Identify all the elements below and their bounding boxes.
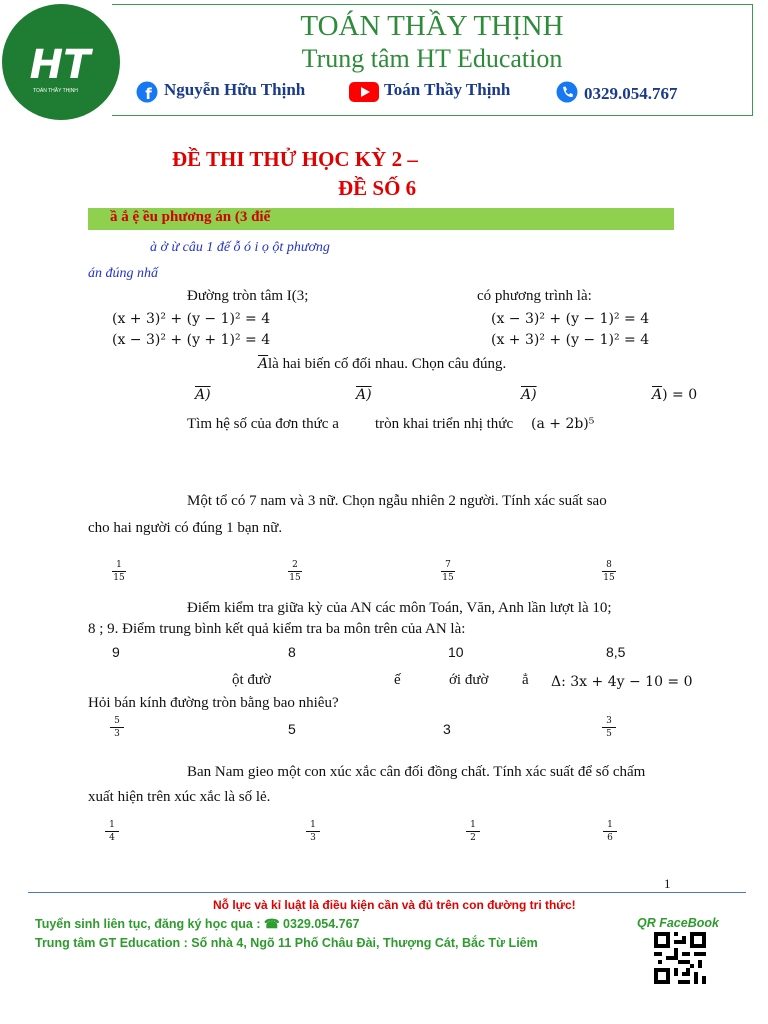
q6-option-d[interactable]: 3 5 <box>602 716 616 740</box>
q3-stem-b: tròn khai triển nhị thức <box>375 416 514 432</box>
section-header-text: ầ ắ ệ ều phương án (3 điể <box>110 209 271 225</box>
phone-icon <box>556 81 578 103</box>
page-number: 1 <box>664 876 671 891</box>
q6-line2: Hỏi bán kính đường tròn bằng bao nhiêu? <box>88 695 339 711</box>
qr-label: QR FaceBook <box>637 916 719 930</box>
q7-option-b[interactable]: 1 3 <box>306 820 320 844</box>
q5-line1: Điểm kiểm tra giữa kỳ của AN các môn Toán, Văn, Anh lần lượt là 10; <box>187 600 612 616</box>
q1-stem-b: có phương trình là: <box>477 288 592 304</box>
q5-option-d[interactable]: 8,5 <box>606 644 626 660</box>
q5-line2: 8 ; 9. Điểm trung bình kết quả kiểm tra ba môn trên của AN là: <box>88 621 466 637</box>
instruction-line2: án đúng nhấ <box>88 266 158 281</box>
q2-stem: là hai biến cố đối nhau. Chọn câu đúng. <box>268 356 507 372</box>
q2-option-a[interactable]: A) <box>195 387 211 403</box>
q6-option-b[interactable]: 5 <box>288 721 296 737</box>
q7-option-a[interactable]: 1 4 <box>105 820 119 844</box>
q6-option-a[interactable]: 5 3 <box>110 716 124 740</box>
youtube-name-link[interactable]: Toán Thầy Thịnh <box>384 80 511 99</box>
facebook-name-link[interactable]: Nguyễn Hữu Thịnh <box>164 80 306 99</box>
q6-fragment-1: ột đườ <box>232 672 271 688</box>
q1-option-c[interactable]: (x − 3)² + (y + 1)² = 4 <box>112 332 271 348</box>
qr-code-icon[interactable] <box>654 932 706 984</box>
q2-option-b[interactable]: A) <box>356 387 372 403</box>
q6-fragment-4: ẳ <box>522 672 529 688</box>
q4-option-a[interactable]: 1 15 <box>113 560 125 583</box>
q7-option-d[interactable]: 1 6 <box>603 820 617 844</box>
q2-option-d[interactable]: $\overline{A}) = 0$ <box>652 387 698 403</box>
telephone-icon: ☎ <box>263 917 280 931</box>
q3-stem-a: Tìm hệ số của đơn thức a <box>187 416 339 432</box>
q6-fragment-2: ế <box>394 672 401 688</box>
footer-phone[interactable]: 0329.054.767 <box>283 917 360 931</box>
footer-divider <box>28 892 746 893</box>
ht-logo-icon <box>2 4 120 120</box>
q4-option-c[interactable]: 7 15 <box>442 560 454 583</box>
q1-option-b[interactable]: (x − 3)² + (y − 1)² = 4 <box>491 311 650 327</box>
q4-option-d[interactable]: 8 15 <box>603 560 615 583</box>
q6-line-equation: Δ: 3x + 4y − 10 = 0 <box>551 674 693 690</box>
q2-option-c[interactable]: A) <box>521 387 537 403</box>
exam-title-line1: ĐỀ THI THỬ HỌC KỲ 2 – <box>172 147 418 171</box>
q4-line1: Một tổ có 7 nam và 3 nữ. Chọn ngẫu nhiên 2 người. Tính xác suất sao <box>187 493 607 509</box>
q7-line1: Ban Nam gieo một con xúc xắc cân đối đồng chất. Tính xác suất để số chấm <box>187 764 646 780</box>
q4-option-b[interactable]: 2 15 <box>289 560 301 583</box>
brand-logo <box>2 4 120 120</box>
q5-option-a[interactable]: 9 <box>112 644 120 660</box>
brand-subtitle: Trung tâm HT Education <box>301 44 563 73</box>
logo-subtext: TOÁN THẦY THỊNH <box>33 88 78 94</box>
q6-option-c[interactable]: 3 <box>443 721 451 737</box>
q2-stem-math: $\overline{A}$ <box>258 356 269 372</box>
q5-option-b[interactable]: 8 <box>288 644 296 660</box>
q1-stem-a: Đường tròn tâm I(3; <box>187 288 309 304</box>
footer-enroll: Tuyển sinh liên tục, đăng ký học qua : ☎ 0329.054.767 <box>35 917 360 931</box>
instruction-line1: à ở ừ câu 1 đế ỗ ó i ọ ột phương <box>150 240 330 255</box>
q1-option-a[interactable]: (x + 3)² + (y − 1)² = 4 <box>112 311 271 327</box>
header-phone[interactable]: 0329.054.767 <box>584 84 678 103</box>
exam-title-line2: ĐỀ SỐ 6 <box>338 176 417 200</box>
brand-title: TOÁN THẦY THỊNH <box>300 10 564 42</box>
q5-option-c[interactable]: 10 <box>448 644 464 660</box>
q3-stem-math: (a + 2b)⁵ <box>531 416 595 432</box>
facebook-icon <box>136 81 158 103</box>
logo-text: HT <box>29 42 91 88</box>
q7-option-c[interactable]: 1 2 <box>466 820 480 844</box>
footer-address: Trung tâm GT Education : Số nhà 4, Ngõ 11 Phố Châu Đài, Thượng Cát, Bắc Từ Liêm <box>35 936 538 950</box>
q6-fragment-3: ới đườ <box>449 672 489 688</box>
q7-line2: xuất hiện trên xúc xắc là số lẻ. <box>88 789 271 805</box>
q1-option-d[interactable]: (x + 3)² + (y − 1)² = 4 <box>491 332 650 348</box>
youtube-icon <box>349 82 379 102</box>
svg-text:f: f <box>145 85 152 103</box>
q4-line2: cho hai người có đúng 1 bạn nữ. <box>88 520 283 536</box>
footer-motto: Nỗ lực và kỉ luật là điều kiện cần và đủ trên con đường tri thức! <box>213 898 576 912</box>
